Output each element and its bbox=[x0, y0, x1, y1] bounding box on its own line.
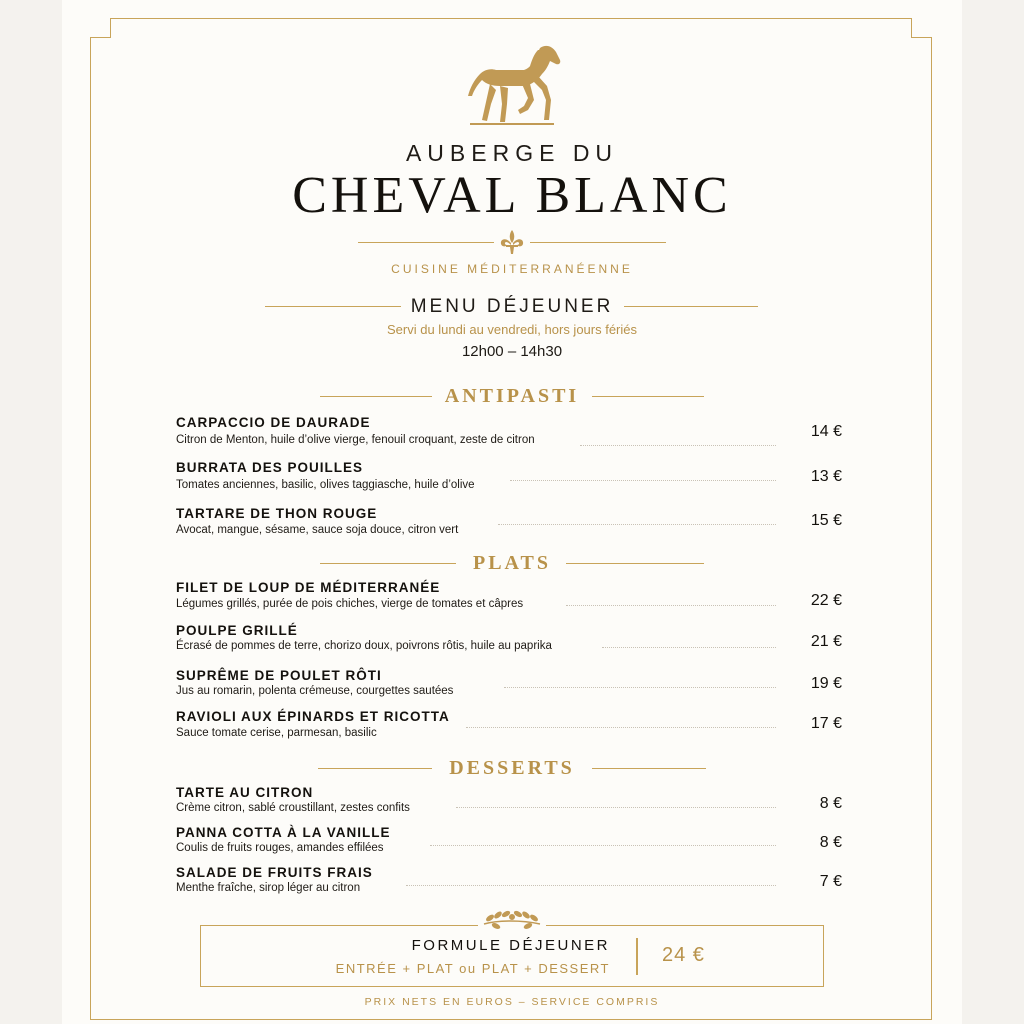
ornament-line-right bbox=[530, 242, 666, 243]
menu-item bbox=[176, 709, 844, 743]
item-name: SUPRÊME DE POULET RÔTI bbox=[176, 668, 382, 683]
item-name: POULPE GRILLÉ bbox=[176, 623, 298, 638]
item-price: 8 € bbox=[819, 834, 842, 851]
section-rule-right bbox=[566, 563, 704, 564]
fleur-de-lis-icon bbox=[498, 229, 526, 255]
menu-item bbox=[176, 668, 844, 702]
formula-title: FORMULE DÉJEUNER bbox=[411, 937, 610, 954]
brand-name: CHEVAL BLANC bbox=[292, 167, 732, 224]
brand-top: AUBERGE DU bbox=[405, 140, 619, 166]
item-price: 14 € bbox=[810, 423, 842, 440]
item-price: 19 € bbox=[810, 675, 842, 692]
item-name: TARTARE DE THON ROUGE bbox=[176, 506, 378, 521]
item-description: Coulis de fruits rouges, amandes effilées bbox=[176, 842, 384, 854]
service-hours: 12h00 – 14h30 bbox=[461, 343, 563, 360]
horse-icon bbox=[460, 40, 564, 128]
item-name: RAVIOLI AUX ÉPINARDS ET RICOTTA bbox=[176, 709, 450, 724]
item-name: SALADE DE FRUITS FRAIS bbox=[176, 865, 373, 880]
menu-item bbox=[176, 785, 844, 819]
section-title-antipasti: ANTIPASTI bbox=[444, 385, 580, 407]
item-price: 13 € bbox=[810, 468, 842, 485]
formula-price: 24 € bbox=[662, 944, 705, 966]
item-price: 8 € bbox=[819, 795, 842, 812]
ornament-line-left bbox=[358, 242, 494, 243]
item-description: Sauce tomate cerise, parmesan, basilic bbox=[176, 727, 377, 739]
item-price: 17 € bbox=[810, 715, 842, 732]
menu-item bbox=[176, 865, 844, 899]
item-description: Jus au romarin, polenta crémeuse, courgettes sautées bbox=[176, 685, 454, 697]
formula-subtitle: ENTRÉE + PLAT ou PLAT + DESSERT bbox=[335, 961, 610, 976]
menu-title-rule-right bbox=[624, 306, 758, 307]
item-name: CARPACCIO DE DAURADE bbox=[176, 415, 371, 430]
item-name: BURRATA DES POUILLES bbox=[176, 460, 364, 475]
section-rule-right bbox=[592, 396, 704, 397]
section-rule-right bbox=[592, 768, 706, 769]
menu-title: MENU DÉJEUNER bbox=[410, 296, 614, 317]
item-description: Crème citron, sablé croustillant, zestes confits bbox=[176, 802, 410, 814]
item-description: Écrasé de pommes de terre, chorizo doux, poivrons rôtis, huile au paprika bbox=[176, 640, 552, 652]
menu-item bbox=[176, 825, 844, 859]
item-name: FILET DE LOUP DE MÉDITERRANÉE bbox=[176, 580, 441, 595]
item-price: 15 € bbox=[810, 512, 842, 529]
item-name: PANNA COTTA À LA VANILLE bbox=[176, 825, 391, 840]
laurel-icon bbox=[478, 906, 546, 932]
section-title-desserts: DESSERTS bbox=[449, 757, 575, 779]
menu-item bbox=[176, 623, 844, 657]
item-description: Légumes grillés, purée de pois chiches, vierge de tomates et câpres bbox=[176, 598, 524, 610]
menu-item bbox=[176, 506, 844, 540]
menu-item bbox=[176, 460, 844, 494]
item-price: 21 € bbox=[810, 633, 842, 650]
item-price: 22 € bbox=[810, 592, 842, 609]
item-description: Tomates anciennes, basilic, olives taggiasche, huile d’olive bbox=[176, 479, 475, 491]
item-description: Menthe fraîche, sirop léger au citron bbox=[176, 882, 361, 894]
item-description: Citron de Menton, huile d’olive vierge, fenouil croquant, zeste de citron bbox=[176, 434, 535, 446]
item-description: Avocat, mangue, sésame, sauce soja douce, citron vert bbox=[176, 524, 459, 536]
cuisine-label: CUISINE MÉDITERRANÉENNE bbox=[391, 262, 633, 276]
menu-frame-notch bbox=[110, 18, 912, 38]
item-price: 7 € bbox=[819, 873, 842, 890]
menu-item bbox=[176, 580, 844, 614]
menu-item bbox=[176, 415, 844, 449]
footer-note: PRIX NETS EN EUROS – SERVICE COMPRIS bbox=[364, 996, 660, 1008]
item-name: TARTE AU CITRON bbox=[176, 785, 314, 800]
formula-divider bbox=[636, 938, 638, 975]
formula-box bbox=[200, 925, 824, 987]
served-days: Servi du lundi au vendredi, hors jours fériés bbox=[386, 322, 638, 337]
section-title-plats: PLATS bbox=[473, 552, 551, 574]
